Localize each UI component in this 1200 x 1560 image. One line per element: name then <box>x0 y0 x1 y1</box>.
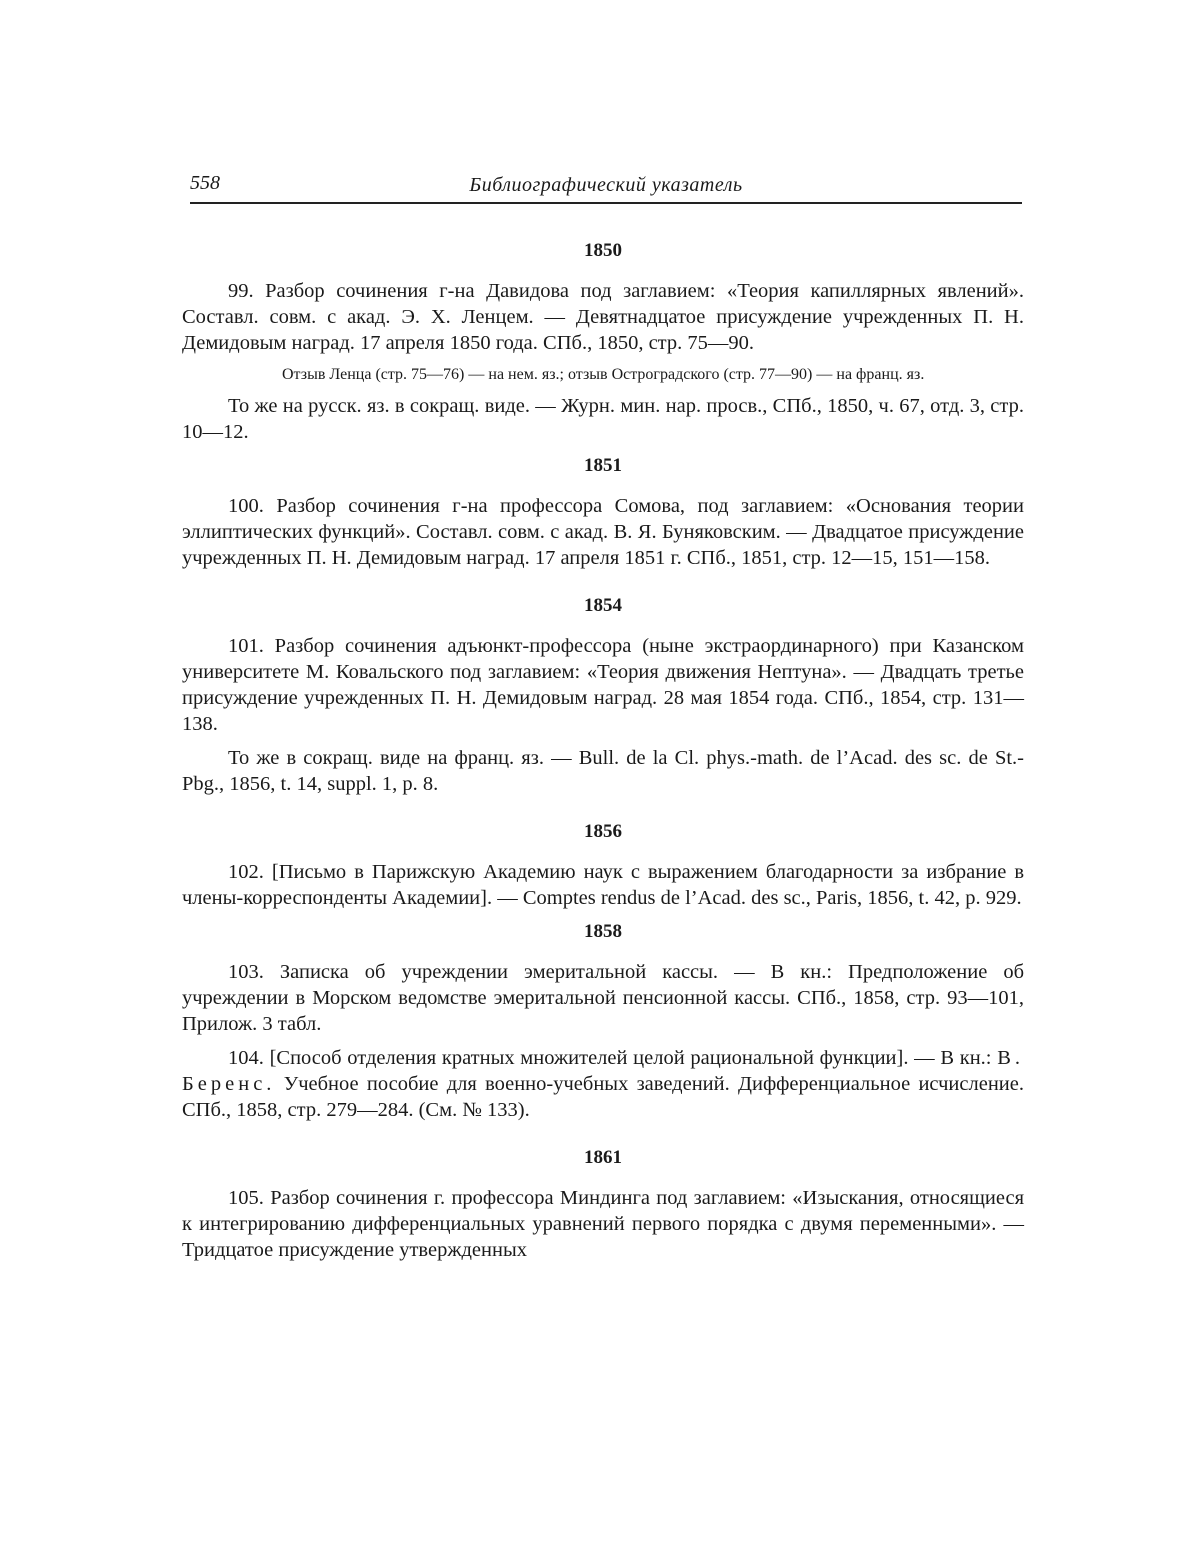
author-name-spaced: В. Беренс. <box>182 1047 1024 1095</box>
bibliography-entry-100: 100. Разбор сочинения г-на профессора Сомова, под заглавием: «Основания теории эллиптических функций». Составл. совм. с акад. В. Я. Буняковским. — Двадцатое присуждение учрежденных П. Н. Демидовым наград. 17 апреля 1851 г. СПб., 1851, стр. 12—15, 151—158. <box>182 495 1024 569</box>
bibliography-entry-continuation: То же в сокращ. виде на франц. яз. — Bull. de la Cl. phys.-math. de l’Acad. des sc. de St.-Pbg., 1856, t. 14, suppl. 1, p. 8. <box>182 747 1024 795</box>
year-heading: 1854 <box>584 595 622 616</box>
page-header <box>190 172 1022 204</box>
year-heading: 1850 <box>584 240 622 261</box>
bibliography-entry-102: 102. [Письмо в Парижскую Академию наук с выражением благодарности за избрание в члены-корреспонденты Академии]. — Comptes rendus de l’Acad. des sc., Paris, 1856, t. 42, p. 929. <box>182 861 1024 909</box>
bibliography-entry-continuation: То же на русск. яз. в сокращ. виде. — Журн. мин. нар. просв., СПб., 1850, ч. 67, отд. 3, стр. 10—12. <box>182 395 1024 443</box>
bibliography-content <box>182 238 1024 1271</box>
bibliography-entry-99: 99. Разбор сочинения г-на Давидова под заглавием: «Теория капиллярных явлений». Составл. совм. с акад. Э. Х. Ленцем. — Девятнадцатое присуждение учрежденных П. Н. Демидовым наград. 17 апреля 1850 года. СПб., 1850, стр. 75—90. <box>182 280 1024 354</box>
entry-text: Учебное пособие для военно-учебных заведений. Дифференциальное исчисление. СПб., 1858, стр. 279—284. (См. № 133). <box>182 1073 1024 1121</box>
bibliography-entry-103: 103. Записка об учреждении эмеритальной кассы. — В кн.: Предположение об учреждении в Морском ведомстве эмеритальной пенсионной кассы. СПб., 1858, стр. 93—101, Прилож. 3 табл. <box>182 961 1024 1035</box>
entry-text: 104. [Способ отделения кратных множителей целой рациональной функции]. — В кн.: <box>228 1047 998 1069</box>
bibliography-entry-105: 105. Разбор сочинения г. профессора Миндинга под заглавием: «Изыскания, относящиеся к интегрированию дифференциальных уравнений первого порядка с двумя переменными». — Тридцатое присуждение утвержденных <box>182 1187 1024 1261</box>
bibliography-entry-104 <box>182 1045 1024 1123</box>
page-number: 558 <box>190 172 220 194</box>
bibliography-entry-101: 101. Разбор сочинения адъюнкт-профессора (ныне экстраординарного) при Казанском университете М. Ковальского под заглавием: «Теория движения Нептуна». — Двадцать третье присуждение учрежденных П. Н. Демидовым наград. 28 мая 1854 года. СПб., 1854, стр. 131—138. <box>182 635 1024 735</box>
year-heading: 1851 <box>584 455 622 476</box>
running-title: Библиографический указатель <box>469 174 743 196</box>
year-heading: 1856 <box>584 821 622 842</box>
year-heading: 1861 <box>584 1147 622 1168</box>
year-heading: 1858 <box>584 921 622 942</box>
entry-note: Отзыв Ленца (стр. 75—76) — на нем. яз.; отзыв Остроградского (стр. 77—90) — на франц. яз. <box>282 366 925 383</box>
